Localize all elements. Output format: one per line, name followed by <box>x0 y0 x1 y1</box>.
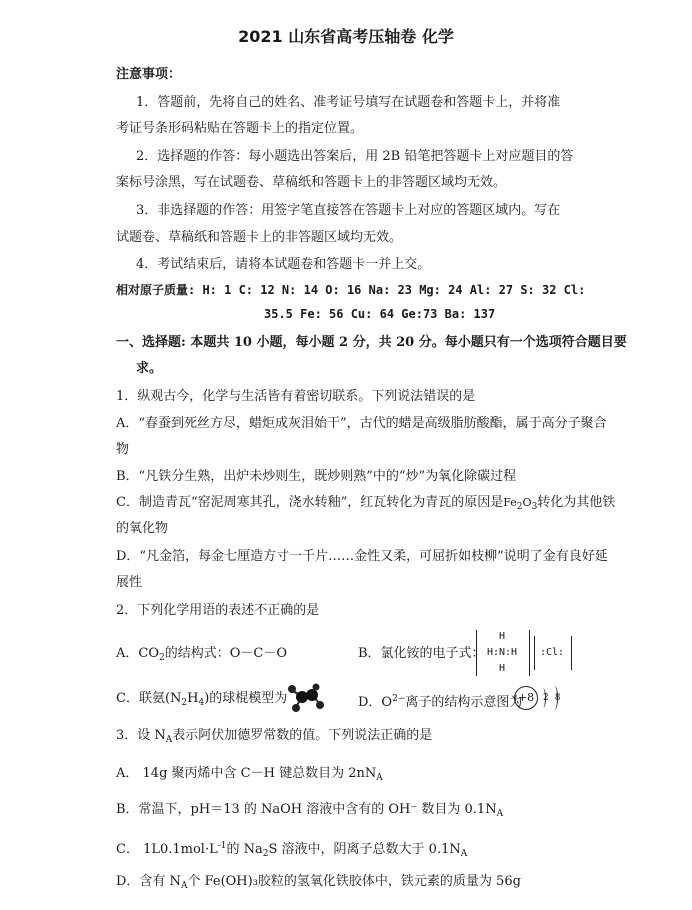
formula-sub: 2 <box>516 502 523 512</box>
formula-sub: A <box>165 735 173 745</box>
formula <box>503 496 538 512</box>
notice-line: 3．非选择题的作答：用签字笔直接答在答题卡上对应的答题区域内。写在 <box>136 203 561 218</box>
question-stem <box>116 727 432 749</box>
option-c <box>116 837 467 863</box>
option-c-text: )的球棍模型为 <box>204 691 288 706</box>
option-a-cont: 物 <box>116 442 130 457</box>
option-c-text: H <box>187 691 199 706</box>
formula-o: O <box>522 496 532 509</box>
formula-sup: -1 <box>217 841 227 851</box>
page-title: 2021 山东省高考压轴卷 化学 <box>238 27 454 46</box>
notice-line: 案标号涂黑，写在试题卷、草稿纸和答题卡上的非答题区域均无效。 <box>116 175 507 190</box>
formula-sub: 3 <box>531 502 538 512</box>
electron-cl: :Cl: <box>539 647 565 658</box>
stem-text: 表示阿伏加德罗常数的值。下列说法正确的是 <box>172 728 433 743</box>
notice-line: 试题卷、草稿纸和答题卡上的非答题区域均无效。 <box>116 230 403 245</box>
formula-fe: Fe <box>503 496 517 509</box>
option-d-text: 离子的结构示意图为 <box>405 695 523 710</box>
atomic-mass-line: 相对原子质量: H: 1 C: 12 N: 14 O: 16 Na: 23 Mg: 24 Al: 27 S: 32 Cl: <box>116 283 586 297</box>
option-d-text: 个 Fe(OH)₃胶粒的氢氧化铁胶体中，铁元素的质量为 56g <box>187 874 521 889</box>
option-c-text: C．制造青瓦“窑泥周寒其孔，浇水转釉”，红瓦转化为青瓦的原因是 <box>116 495 504 510</box>
option-c-text: 转化为其他铁 <box>537 495 616 510</box>
nucleus-circle: +8 <box>514 686 538 710</box>
shell-electrons: 2 <box>543 693 549 703</box>
option-d-text: D．含有 N <box>116 874 181 889</box>
notice-line: 4．考试结束后，请将本试题卷和答题卡一并上交。 <box>136 257 431 272</box>
option-d-cont: 展性 <box>116 575 143 590</box>
option-c-text: C．联氨(N <box>116 691 182 706</box>
option-c-text: S 溶液中，阴离子总数大于 0.1N <box>268 842 461 857</box>
question-stem: 2．下列化学用语的表述不正确的是 <box>116 603 320 618</box>
formula-sub: A <box>180 881 188 891</box>
option-d: D．“凡金箔，每金七厘造方寸一千片……金性又柔，可屈折如枝柳”说明了金有良好延 <box>116 549 608 564</box>
electron-h-bottom: H <box>498 663 506 674</box>
section-heading: 求。 <box>136 361 163 376</box>
option-d <box>116 873 521 895</box>
option-b <box>116 801 503 823</box>
notice-line: 1．答题前，先将自己的姓名、准考证号填写在试题卷和答题卡上，并将准 <box>136 95 561 110</box>
option-a <box>116 765 383 787</box>
option-c <box>116 690 287 712</box>
option-c-text: C． 1L0.1mol·L <box>116 842 218 857</box>
option-a: A．“春蚕到死丝方尽，蜡炬成灰泪始干”，古代的蜡是高级脂肪酸酯，属于高分子聚合 <box>116 416 607 431</box>
question-stem: 1．纵观古今，化学与生活皆有着密切联系。下列说法错误的是 <box>116 389 476 404</box>
formula-sub: 2 <box>262 849 269 859</box>
option-b: B．氯化铵的电子式： <box>358 646 485 661</box>
ball-stick-model-icon <box>282 680 326 714</box>
option-c <box>116 494 615 516</box>
formula-sub: 4 <box>198 698 205 708</box>
option-a <box>116 645 287 667</box>
option-a-text: A．CO <box>116 646 159 661</box>
formula-sub: A <box>376 773 383 783</box>
option-a-text: A． 14g 聚丙烯中含 C－H 键总数目为 2nN <box>116 766 377 781</box>
ion-structure-diagram <box>514 686 560 711</box>
option-b: B．“凡铁分生熟，出炉未炒则生，既炒则熟”中的“炒”为氧化除碳过程 <box>116 469 517 484</box>
option-d-text: D．O <box>358 695 393 710</box>
option-b-text: B．常温下，pH＝13 的 NaOH 溶液中含有的 OH⁻ 数目为 0.1N <box>116 802 497 817</box>
atomic-mass-line: 35.5 Fe: 56 Cu: 64 Ge:73 Ba: 137 <box>264 307 496 321</box>
option-a-text: 的结构式：O－C－O <box>164 646 287 661</box>
formula-sub: A <box>460 849 468 859</box>
notice-heading: 注意事项： <box>116 67 182 82</box>
formula-sup: 2− <box>392 694 406 704</box>
formula-sub: A <box>496 809 504 819</box>
shell-electrons: 8 <box>554 693 561 703</box>
electron-h-top: H <box>498 631 506 642</box>
notice-line: 考证号条形码粘贴在答题卡上的指定位置。 <box>116 121 364 136</box>
section-heading: 一、选择题: 本题共 10 小题，每小题 2 分，共 20 分。每小题只有一个选项符合题目要 <box>116 335 627 350</box>
option-c-text: 的 Na <box>226 842 263 857</box>
stem-text: 3．设 N <box>116 728 166 743</box>
formula-sub: 2 <box>181 698 188 708</box>
electron-nh4-mid: H:N:H <box>486 647 518 658</box>
formula-sub: 2 <box>159 653 165 663</box>
option-d <box>358 690 522 712</box>
option-c-cont: 的氧化物 <box>116 521 169 536</box>
notice-line: 2．选择题的作答：每小题选出答案后，用 2B 铅笔把答题卡上对应题目的答 <box>136 149 574 164</box>
